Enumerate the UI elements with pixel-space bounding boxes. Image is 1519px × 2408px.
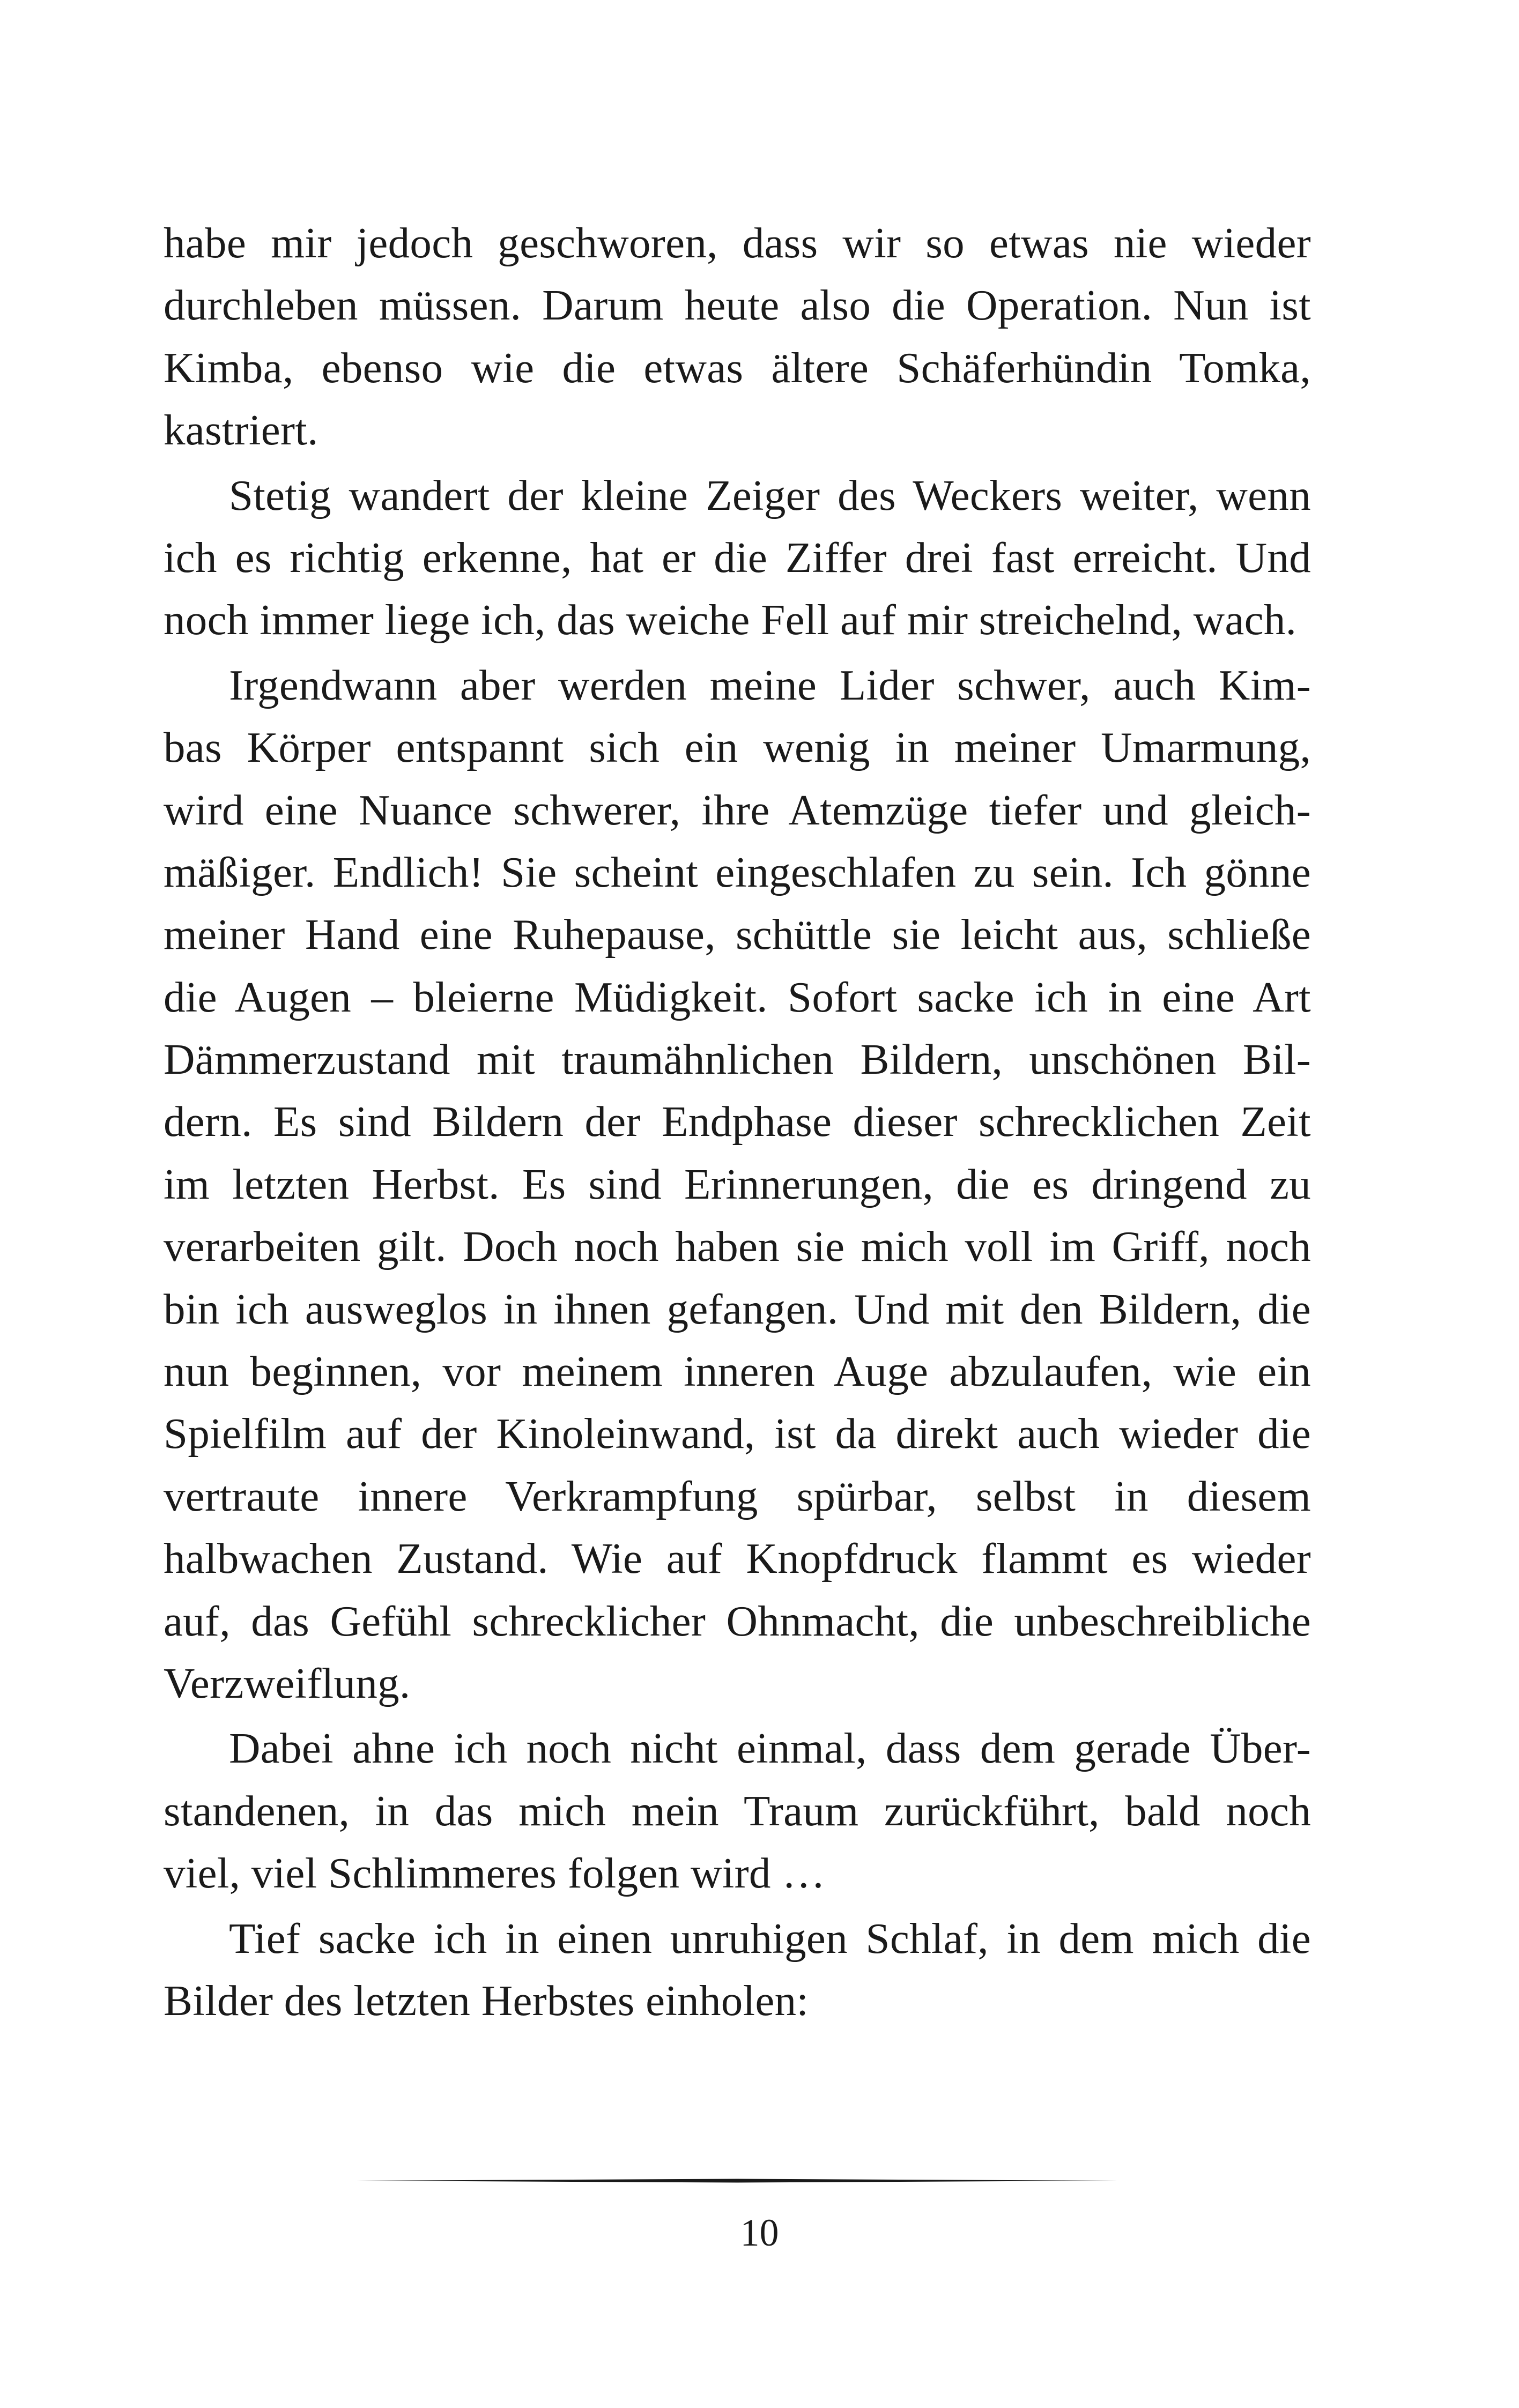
- paragraph: [164, 1717, 1311, 1904]
- paragraph: [164, 212, 1311, 462]
- text-line: Verzweiflung.: [164, 1659, 411, 1707]
- paragraph: [164, 1907, 1311, 2032]
- text-line: bin ich ausweglos in ihnen gefangen. Und mit den Bildern, die: [164, 1284, 1311, 1333]
- text-line: Irgendwann aber werden meine Lider schwer, auch Kim-: [229, 660, 1311, 709]
- text-line: die Augen – bleierne Müdigkeit. Sofort sacke ich in eine Art: [164, 972, 1311, 1021]
- page-number: 10: [740, 2211, 779, 2254]
- text-line: durchleben müssen. Darum heute also die Operation. Nun ist: [164, 281, 1311, 330]
- text-line: standenen, in das mich mein Traum zurückführt, bald noch: [164, 1786, 1311, 1835]
- text-line: Bilder des letzten Herbstes einholen:: [164, 1976, 809, 2025]
- text-line: vertraute innere Verkrampfung spürbar, selbst in diesem: [164, 1471, 1311, 1520]
- text-line: Spielfilm auf der Kinoleinwand, ist da direkt auch wieder die: [164, 1409, 1311, 1458]
- text-line: dern. Es sind Bildern der Endphase dieser schrecklichen Zeit: [164, 1097, 1311, 1146]
- text-line: noch immer liege ich, das weiche Fell auf mir streichelnd, wach.: [164, 596, 1297, 644]
- text-line: verarbeiten gilt. Doch noch haben sie mich voll im Griff, noch: [164, 1222, 1311, 1271]
- paragraph: [164, 654, 1311, 1715]
- text-line: Tief sacke ich in einen unruhigen Schlaf, in dem mich die: [229, 1914, 1311, 1963]
- text-line: auf, das Gefühl schrecklicher Ohnmacht, die unbeschreibliche: [164, 1596, 1311, 1645]
- text-line: Stetig wandert der kleine Zeiger des Weckers weiter, wenn: [229, 471, 1311, 519]
- text-line: halbwachen Zustand. Wie auf Knopfdruck flammt es wieder: [164, 1534, 1311, 1583]
- text-line: nun beginnen, vor meinem inneren Auge abzulaufen, wie ein: [164, 1347, 1311, 1396]
- text-line: meiner Hand eine Ruhepause, schüttle sie leicht aus, schließe: [164, 910, 1311, 959]
- text-line: im letzten Herbst. Es sind Erinnerungen, die es dringend zu: [164, 1160, 1311, 1208]
- text-line: viel, viel Schlimmeres folgen wird …: [164, 1849, 826, 1898]
- text-line: Dämmerzustand mit traumähnlichen Bildern, unschönen Bil-: [164, 1035, 1311, 1084]
- text-line: mäßiger. Endlich! Sie scheint eingeschlafen zu sein. Ich gönne: [164, 848, 1311, 896]
- text-line: Dabei ahne ich noch nicht einmal, dass dem gerade Über-: [229, 1724, 1311, 1773]
- text-line: ich es richtig erkenne, hat er die Ziffer drei fast erreicht. Und: [164, 533, 1311, 582]
- text-line: wird eine Nuance schwerer, ihre Atemzüge tiefer und gleich-: [164, 785, 1311, 834]
- text-line: habe mir jedoch geschworen, dass wir so etwas nie wieder: [164, 219, 1311, 267]
- text-line: kastriert.: [164, 406, 318, 455]
- footer-divider: [357, 2178, 1118, 2183]
- text-line: bas Körper entspannt sich ein wenig in meiner Umarmung,: [164, 723, 1311, 772]
- text-line: Kimba, ebenso wie die etwas ältere Schäferhündin Tomka,: [164, 343, 1311, 392]
- paragraph: [164, 464, 1311, 651]
- page-body: [164, 212, 1311, 2032]
